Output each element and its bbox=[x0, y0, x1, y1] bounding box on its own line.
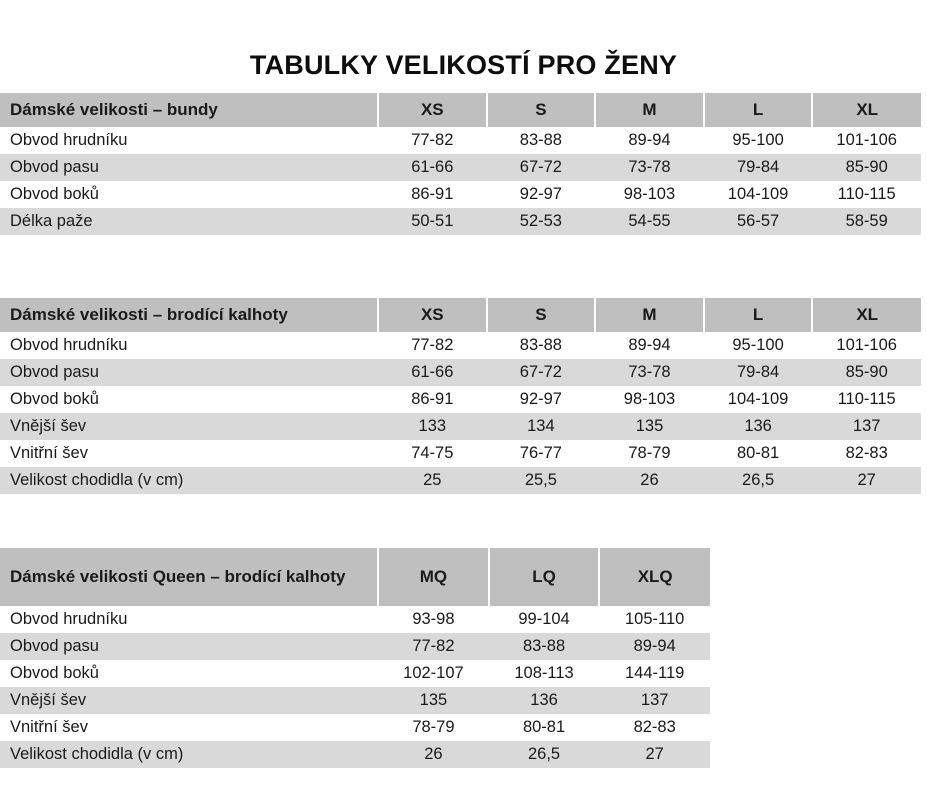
row-label: Vnější šev bbox=[0, 687, 378, 714]
row-label: Obvod boků bbox=[0, 181, 378, 208]
cell-value: 110-115 bbox=[812, 386, 921, 413]
cell-value: 79-84 bbox=[704, 359, 813, 386]
cell-value: 82-83 bbox=[812, 440, 921, 467]
size-table-waders-queen bbox=[0, 548, 710, 768]
table-row bbox=[0, 332, 921, 359]
cell-value: 135 bbox=[378, 687, 489, 714]
cell-value: 135 bbox=[595, 413, 704, 440]
cell-value: 104-109 bbox=[704, 181, 813, 208]
cell-value: 92-97 bbox=[487, 386, 596, 413]
row-label: Obvod boků bbox=[0, 386, 378, 413]
cell-value: 25 bbox=[378, 467, 487, 494]
cell-value: 104-109 bbox=[704, 386, 813, 413]
cell-value: 98-103 bbox=[595, 181, 704, 208]
table-row bbox=[0, 127, 921, 154]
cell-value: 95-100 bbox=[704, 127, 813, 154]
cell-value: 27 bbox=[599, 741, 710, 768]
cell-value: 50-51 bbox=[378, 208, 487, 235]
cell-value: 79-84 bbox=[704, 154, 813, 181]
cell-value: 98-103 bbox=[595, 386, 704, 413]
table-row bbox=[0, 386, 921, 413]
table-row bbox=[0, 154, 921, 181]
cell-value: 144-119 bbox=[599, 660, 710, 687]
row-label: Velikost chodidla (v cm) bbox=[0, 741, 378, 768]
row-label: Obvod hrudníku bbox=[0, 332, 378, 359]
cell-value: 93-98 bbox=[378, 606, 489, 633]
cell-value: 80-81 bbox=[704, 440, 813, 467]
column-header-m: M bbox=[595, 93, 704, 127]
cell-value: 26 bbox=[378, 741, 489, 768]
column-header-m: M bbox=[595, 298, 704, 332]
cell-value: 85-90 bbox=[812, 359, 921, 386]
table-row bbox=[0, 208, 921, 235]
cell-value: 110-115 bbox=[812, 181, 921, 208]
cell-value: 83-88 bbox=[487, 332, 596, 359]
cell-value: 102-107 bbox=[378, 660, 489, 687]
cell-value: 77-82 bbox=[378, 633, 489, 660]
cell-value: 25,5 bbox=[487, 467, 596, 494]
cell-value: 89-94 bbox=[599, 633, 710, 660]
column-header-l: L bbox=[704, 93, 813, 127]
column-header-xlq: XLQ bbox=[599, 548, 710, 606]
cell-value: 74-75 bbox=[378, 440, 487, 467]
cell-value: 26,5 bbox=[489, 741, 600, 768]
row-label: Obvod hrudníku bbox=[0, 606, 378, 633]
row-label: Obvod pasu bbox=[0, 633, 378, 660]
cell-value: 136 bbox=[704, 413, 813, 440]
cell-value: 56-57 bbox=[704, 208, 813, 235]
cell-value: 73-78 bbox=[595, 154, 704, 181]
cell-value: 86-91 bbox=[378, 181, 487, 208]
cell-value: 133 bbox=[378, 413, 487, 440]
table-title-waders-queen: Dámské velikosti Queen – brodící kalhoty bbox=[0, 548, 378, 606]
table-row bbox=[0, 467, 921, 494]
size-table-jackets bbox=[0, 93, 921, 235]
table-title-jackets: Dámské velikosti – bundy bbox=[0, 93, 378, 127]
cell-value: 89-94 bbox=[595, 127, 704, 154]
row-label: Délka paže bbox=[0, 208, 378, 235]
table-row bbox=[0, 660, 710, 687]
cell-value: 83-88 bbox=[487, 127, 596, 154]
table-header-row bbox=[0, 298, 921, 332]
row-label: Vnitřní šev bbox=[0, 714, 378, 741]
cell-value: 92-97 bbox=[487, 181, 596, 208]
cell-value: 61-66 bbox=[378, 359, 487, 386]
row-label: Velikost chodidla (v cm) bbox=[0, 467, 378, 494]
cell-value: 89-94 bbox=[595, 332, 704, 359]
column-header-mq: MQ bbox=[378, 548, 489, 606]
table-row bbox=[0, 181, 921, 208]
column-header-s: S bbox=[487, 298, 596, 332]
cell-value: 52-53 bbox=[487, 208, 596, 235]
cell-value: 78-79 bbox=[595, 440, 704, 467]
column-header-lq: LQ bbox=[489, 548, 600, 606]
table-row bbox=[0, 714, 710, 741]
cell-value: 83-88 bbox=[489, 633, 600, 660]
cell-value: 86-91 bbox=[378, 386, 487, 413]
row-label: Obvod pasu bbox=[0, 359, 378, 386]
table-header-row bbox=[0, 93, 921, 127]
column-header-xl: XL bbox=[812, 298, 921, 332]
column-header-xl: XL bbox=[812, 93, 921, 127]
row-label: Obvod pasu bbox=[0, 154, 378, 181]
column-header-l: L bbox=[704, 298, 813, 332]
column-header-xs: XS bbox=[378, 298, 487, 332]
table-title-waders: Dámské velikosti – brodící kalhoty bbox=[0, 298, 378, 332]
cell-value: 61-66 bbox=[378, 154, 487, 181]
table-row bbox=[0, 633, 710, 660]
cell-value: 67-72 bbox=[487, 359, 596, 386]
cell-value: 137 bbox=[599, 687, 710, 714]
size-table-waders bbox=[0, 298, 921, 494]
cell-value: 76-77 bbox=[487, 440, 596, 467]
cell-value: 101-106 bbox=[812, 127, 921, 154]
cell-value: 27 bbox=[812, 467, 921, 494]
cell-value: 134 bbox=[487, 413, 596, 440]
cell-value: 73-78 bbox=[595, 359, 704, 386]
table-row bbox=[0, 741, 710, 768]
cell-value: 137 bbox=[812, 413, 921, 440]
cell-value: 58-59 bbox=[812, 208, 921, 235]
table-row bbox=[0, 606, 710, 633]
table-row bbox=[0, 687, 710, 714]
cell-value: 77-82 bbox=[378, 127, 487, 154]
column-header-s: S bbox=[487, 93, 596, 127]
cell-value: 54-55 bbox=[595, 208, 704, 235]
table-row bbox=[0, 359, 921, 386]
cell-value: 101-106 bbox=[812, 332, 921, 359]
column-header-xs: XS bbox=[378, 93, 487, 127]
cell-value: 85-90 bbox=[812, 154, 921, 181]
cell-value: 67-72 bbox=[487, 154, 596, 181]
cell-value: 26,5 bbox=[704, 467, 813, 494]
row-label: Vnější šev bbox=[0, 413, 378, 440]
cell-value: 95-100 bbox=[704, 332, 813, 359]
cell-value: 105-110 bbox=[599, 606, 710, 633]
page-title: TABULKY VELIKOSTÍ PRO ŽENY bbox=[249, 50, 678, 81]
table-header-row bbox=[0, 548, 710, 606]
cell-value: 80-81 bbox=[489, 714, 600, 741]
cell-value: 108-113 bbox=[489, 660, 600, 687]
table-row bbox=[0, 440, 921, 467]
cell-value: 82-83 bbox=[599, 714, 710, 741]
row-label: Obvod boků bbox=[0, 660, 378, 687]
row-label: Vnitřní šev bbox=[0, 440, 378, 467]
cell-value: 26 bbox=[595, 467, 704, 494]
cell-value: 136 bbox=[489, 687, 600, 714]
cell-value: 78-79 bbox=[378, 714, 489, 741]
cell-value: 77-82 bbox=[378, 332, 487, 359]
cell-value: 99-104 bbox=[489, 606, 600, 633]
row-label: Obvod hrudníku bbox=[0, 127, 378, 154]
table-row bbox=[0, 413, 921, 440]
